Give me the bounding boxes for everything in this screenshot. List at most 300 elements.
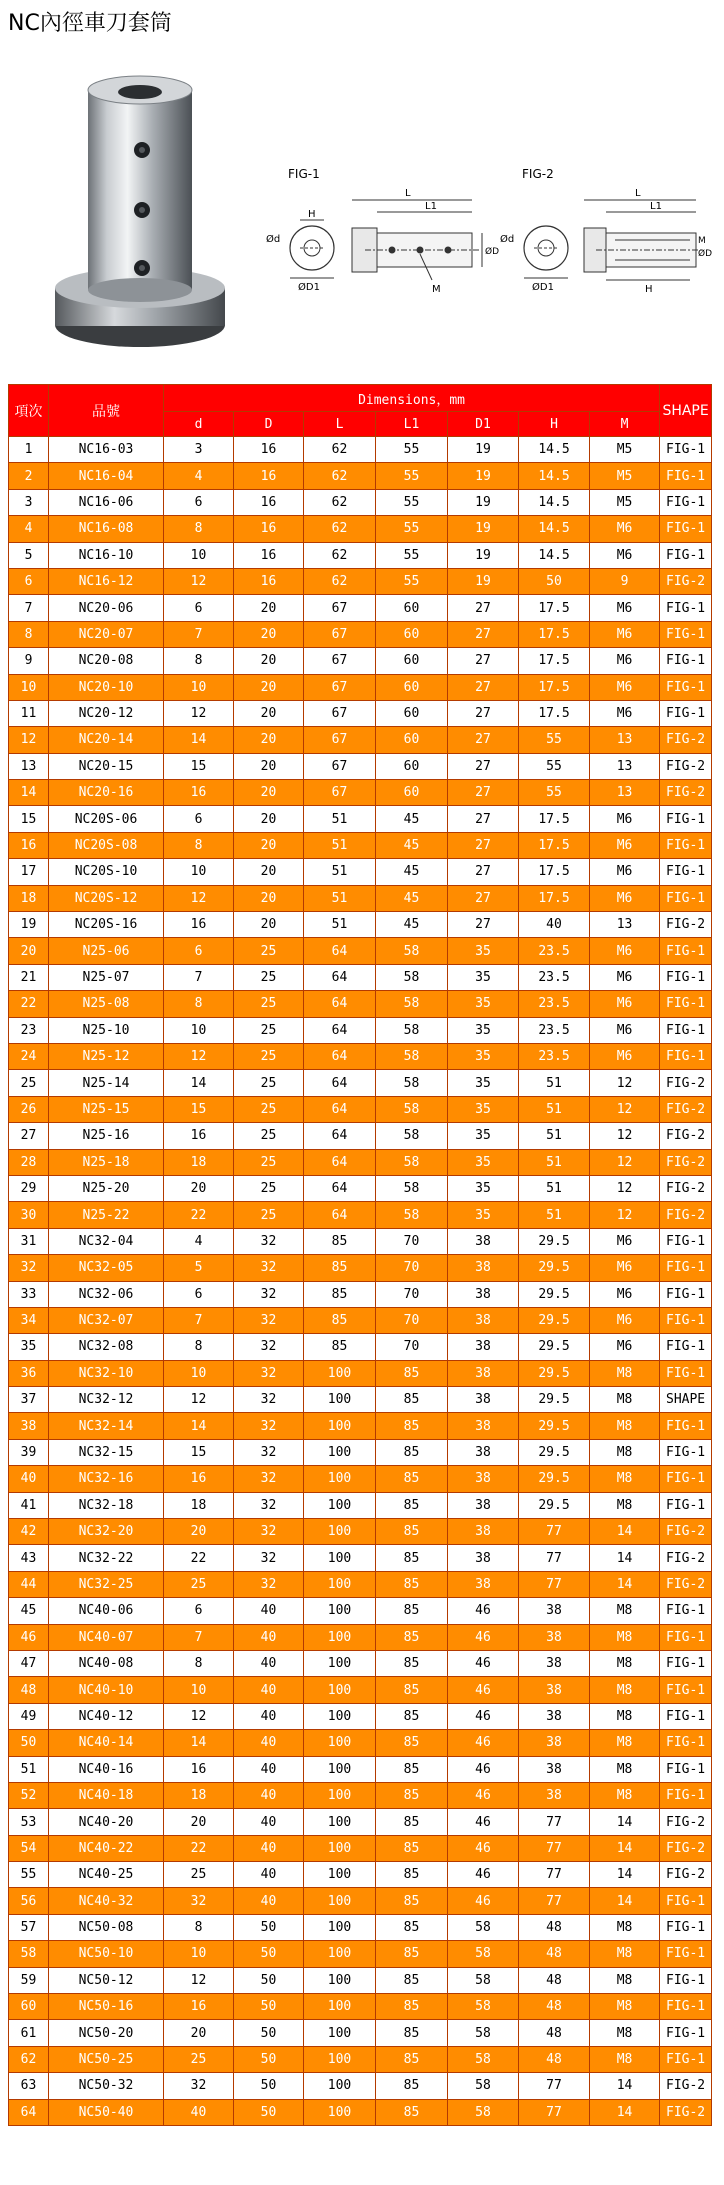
cell-H: 17.5 <box>519 595 590 621</box>
cell-H: 77 <box>519 1545 590 1571</box>
table-row <box>9 621 712 647</box>
col-header-shape: SHAPE <box>660 385 712 437</box>
cell-model: NC40-12 <box>49 1703 164 1729</box>
cell-D1: 58 <box>448 1941 519 1967</box>
cell-index: 6 <box>9 568 49 594</box>
cell-H: 77 <box>519 1835 590 1861</box>
cell-d: 8 <box>164 648 234 674</box>
cell-index: 24 <box>9 1043 49 1069</box>
cell-D1: 35 <box>448 964 519 990</box>
cell-d: 12 <box>164 1387 234 1413</box>
cell-index: 64 <box>9 2099 49 2125</box>
cell-D1: 35 <box>448 1123 519 1149</box>
cell-index: 44 <box>9 1571 49 1597</box>
cell-D1: 27 <box>448 832 519 858</box>
table-row <box>9 753 712 779</box>
cell-shape: FIG-1 <box>660 2046 712 2072</box>
cell-model: NC40-20 <box>49 1809 164 1835</box>
cell-H: 77 <box>519 1888 590 1914</box>
cell-d: 10 <box>164 1360 234 1386</box>
cell-L: 100 <box>304 1624 376 1650</box>
cell-D: 25 <box>234 1123 304 1149</box>
cell-M: M8 <box>590 1914 660 1940</box>
cell-L: 100 <box>304 1888 376 1914</box>
cell-H: 17.5 <box>519 885 590 911</box>
cell-L1: 85 <box>376 1809 448 1835</box>
cell-H: 29.5 <box>519 1281 590 1307</box>
cell-H: 38 <box>519 1782 590 1808</box>
cell-L: 64 <box>304 1017 376 1043</box>
cell-shape: FIG-1 <box>660 991 712 1017</box>
cell-model: NC20S-10 <box>49 859 164 885</box>
cell-D1: 19 <box>448 489 519 515</box>
cell-L: 62 <box>304 437 376 463</box>
table-row <box>9 912 712 938</box>
cell-L1: 85 <box>376 1598 448 1624</box>
cell-L: 64 <box>304 1175 376 1201</box>
cell-model: N25-07 <box>49 964 164 990</box>
cell-L1: 55 <box>376 463 448 489</box>
cell-L: 51 <box>304 885 376 911</box>
cell-L: 100 <box>304 1360 376 1386</box>
table-row <box>9 437 712 463</box>
table-row <box>9 1650 712 1676</box>
cell-H: 51 <box>519 1202 590 1228</box>
table-row <box>9 1228 712 1254</box>
cell-M: M5 <box>590 463 660 489</box>
cell-M: M6 <box>590 1281 660 1307</box>
cell-model: N25-18 <box>49 1149 164 1175</box>
cell-H: 38 <box>519 1703 590 1729</box>
cell-M: M6 <box>590 621 660 647</box>
cell-L: 100 <box>304 1519 376 1545</box>
cell-H: 48 <box>519 1914 590 1940</box>
cell-index: 8 <box>9 621 49 647</box>
cell-index: 32 <box>9 1255 49 1281</box>
col-header-d: d <box>164 412 234 437</box>
cell-L: 64 <box>304 1070 376 1096</box>
cell-L: 51 <box>304 859 376 885</box>
cell-model: NC50-12 <box>49 1967 164 1993</box>
table-row <box>9 1835 712 1861</box>
cell-L: 51 <box>304 806 376 832</box>
cell-M: M8 <box>590 1360 660 1386</box>
fig1-dim-d: Ød <box>266 234 281 245</box>
table-row <box>9 516 712 542</box>
cell-index: 45 <box>9 1598 49 1624</box>
cell-M: 13 <box>590 780 660 806</box>
cell-D: 32 <box>234 1281 304 1307</box>
cell-model: NC20-07 <box>49 621 164 647</box>
cell-L1: 85 <box>376 1492 448 1518</box>
cell-D: 25 <box>234 1202 304 1228</box>
cell-model: NC40-10 <box>49 1677 164 1703</box>
cell-H: 14.5 <box>519 463 590 489</box>
cell-model: NC16-08 <box>49 516 164 542</box>
cell-D1: 58 <box>448 2046 519 2072</box>
cell-model: NC40-06 <box>49 1598 164 1624</box>
cell-M: M6 <box>590 1307 660 1333</box>
cell-H: 77 <box>519 1571 590 1597</box>
cell-index: 38 <box>9 1413 49 1439</box>
cell-L1: 85 <box>376 2099 448 2125</box>
cell-D: 40 <box>234 1703 304 1729</box>
cell-model: NC40-07 <box>49 1624 164 1650</box>
cell-M: 14 <box>590 1888 660 1914</box>
table-row <box>9 1255 712 1281</box>
cell-d: 8 <box>164 991 234 1017</box>
cell-model: NC20-16 <box>49 780 164 806</box>
cell-shape: FIG-1 <box>660 1914 712 1940</box>
cell-model: NC20S-06 <box>49 806 164 832</box>
cell-D: 16 <box>234 437 304 463</box>
cell-model: NC16-12 <box>49 568 164 594</box>
cell-L1: 85 <box>376 1624 448 1650</box>
cell-index: 3 <box>9 489 49 515</box>
spec-table <box>8 384 712 2126</box>
fig2-dim-D: ØD <box>698 249 713 259</box>
cell-M: 14 <box>590 1545 660 1571</box>
fig1-dim-l1: L1 <box>425 201 437 212</box>
cell-model: NC40-25 <box>49 1862 164 1888</box>
cell-index: 55 <box>9 1862 49 1888</box>
cell-L: 67 <box>304 674 376 700</box>
cell-model: NC20-14 <box>49 727 164 753</box>
cell-L1: 55 <box>376 568 448 594</box>
cell-d: 32 <box>164 2073 234 2099</box>
cell-L1: 55 <box>376 542 448 568</box>
cell-L: 67 <box>304 595 376 621</box>
cell-D1: 46 <box>448 1756 519 1782</box>
cell-index: 54 <box>9 1835 49 1861</box>
cell-L: 64 <box>304 1123 376 1149</box>
cell-model: NC20-12 <box>49 700 164 726</box>
cell-shape: FIG-1 <box>660 1228 712 1254</box>
cell-M: M6 <box>590 806 660 832</box>
cell-D1: 27 <box>448 621 519 647</box>
cell-D1: 27 <box>448 859 519 885</box>
cell-d: 6 <box>164 1598 234 1624</box>
fig2-label: FIG-2 <box>522 167 554 181</box>
table-row <box>9 542 712 568</box>
cell-index: 19 <box>9 912 49 938</box>
cell-M: 12 <box>590 1096 660 1122</box>
cell-H: 48 <box>519 1994 590 2020</box>
cell-H: 48 <box>519 1941 590 1967</box>
cell-shape: FIG-1 <box>660 1888 712 1914</box>
cell-shape: FIG-1 <box>660 1043 712 1069</box>
cell-M: 13 <box>590 727 660 753</box>
cell-L: 64 <box>304 991 376 1017</box>
cell-shape: FIG-1 <box>660 1255 712 1281</box>
cell-shape: FIG-1 <box>660 885 712 911</box>
cell-d: 10 <box>164 542 234 568</box>
cell-H: 17.5 <box>519 621 590 647</box>
cell-index: 51 <box>9 1756 49 1782</box>
cell-L: 85 <box>304 1307 376 1333</box>
cell-D: 32 <box>234 1334 304 1360</box>
cell-D1: 27 <box>448 727 519 753</box>
cell-d: 10 <box>164 1017 234 1043</box>
cell-L: 100 <box>304 1994 376 2020</box>
cell-model: NC20-08 <box>49 648 164 674</box>
table-row <box>9 1967 712 1993</box>
cell-L1: 55 <box>376 489 448 515</box>
cell-H: 17.5 <box>519 674 590 700</box>
cell-d: 12 <box>164 1043 234 1069</box>
cell-M: M8 <box>590 1492 660 1518</box>
fig2-dim-l: L <box>635 188 641 199</box>
cell-M: M8 <box>590 1994 660 2020</box>
cell-H: 48 <box>519 2020 590 2046</box>
cell-D1: 38 <box>448 1492 519 1518</box>
cell-shape: FIG-1 <box>660 516 712 542</box>
cell-L1: 85 <box>376 1650 448 1676</box>
fig2-dim-h: H <box>645 284 653 295</box>
cell-D1: 19 <box>448 516 519 542</box>
table-row <box>9 1782 712 1808</box>
cell-shape: FIG-1 <box>660 1017 712 1043</box>
cell-shape: FIG-1 <box>660 1782 712 1808</box>
cell-M: M6 <box>590 1043 660 1069</box>
cell-H: 23.5 <box>519 938 590 964</box>
col-header-D1: D1 <box>448 412 519 437</box>
page-title: NC內徑車刀套筒 <box>8 11 172 36</box>
cell-d: 10 <box>164 859 234 885</box>
cell-D1: 27 <box>448 648 519 674</box>
fig1-dim-m: M <box>432 284 441 295</box>
cell-M: 14 <box>590 2073 660 2099</box>
cell-D: 20 <box>234 912 304 938</box>
cell-H: 29.5 <box>519 1492 590 1518</box>
cell-index: 36 <box>9 1360 49 1386</box>
table-row <box>9 568 712 594</box>
product-figures <box>0 40 724 380</box>
cell-L1: 85 <box>376 2073 448 2099</box>
cell-index: 9 <box>9 648 49 674</box>
cell-model: NC16-06 <box>49 489 164 515</box>
cell-model: NC32-16 <box>49 1466 164 1492</box>
cell-d: 7 <box>164 621 234 647</box>
cell-M: M8 <box>590 2046 660 2072</box>
cell-d: 6 <box>164 489 234 515</box>
cell-H: 17.5 <box>519 806 590 832</box>
cell-L1: 58 <box>376 1070 448 1096</box>
cell-L1: 55 <box>376 516 448 542</box>
col-header-index: 項次 <box>9 385 49 437</box>
cell-d: 12 <box>164 568 234 594</box>
cell-D: 32 <box>234 1545 304 1571</box>
cell-d: 18 <box>164 1149 234 1175</box>
cell-d: 6 <box>164 595 234 621</box>
cell-D1: 46 <box>448 1650 519 1676</box>
cell-index: 2 <box>9 463 49 489</box>
cell-d: 20 <box>164 1175 234 1201</box>
cell-shape: FIG-1 <box>660 674 712 700</box>
cell-L1: 85 <box>376 1360 448 1386</box>
table-row <box>9 1914 712 1940</box>
cell-model: N25-10 <box>49 1017 164 1043</box>
cell-L: 100 <box>304 1782 376 1808</box>
cell-shape: FIG-1 <box>660 1334 712 1360</box>
cell-M: 13 <box>590 753 660 779</box>
cell-H: 48 <box>519 1967 590 1993</box>
cell-index: 33 <box>9 1281 49 1307</box>
cell-H: 29.5 <box>519 1334 590 1360</box>
cell-L1: 58 <box>376 1017 448 1043</box>
cell-M: M6 <box>590 1017 660 1043</box>
table-row <box>9 1413 712 1439</box>
cell-d: 20 <box>164 1519 234 1545</box>
cell-M: 14 <box>590 1571 660 1597</box>
cell-L: 100 <box>304 2020 376 2046</box>
cell-H: 55 <box>519 727 590 753</box>
cell-H: 14.5 <box>519 489 590 515</box>
cell-d: 40 <box>164 2099 234 2125</box>
cell-d: 14 <box>164 1730 234 1756</box>
cell-shape: FIG-1 <box>660 1756 712 1782</box>
cell-d: 8 <box>164 1914 234 1940</box>
cell-shape: FIG-2 <box>660 568 712 594</box>
cell-model: NC40-16 <box>49 1756 164 1782</box>
cell-L1: 45 <box>376 885 448 911</box>
cell-H: 23.5 <box>519 1043 590 1069</box>
cell-L1: 85 <box>376 1756 448 1782</box>
cell-L1: 45 <box>376 912 448 938</box>
cell-D: 20 <box>234 806 304 832</box>
cell-d: 20 <box>164 1809 234 1835</box>
cell-L: 100 <box>304 1730 376 1756</box>
table-row <box>9 1994 712 2020</box>
cell-H: 29.5 <box>519 1413 590 1439</box>
cell-shape: FIG-1 <box>660 1994 712 2020</box>
cell-D: 25 <box>234 1043 304 1069</box>
table-row <box>9 1677 712 1703</box>
cell-index: 20 <box>9 938 49 964</box>
cell-index: 15 <box>9 806 49 832</box>
cell-L1: 85 <box>376 1994 448 2020</box>
cell-model: NC32-08 <box>49 1334 164 1360</box>
cell-d: 10 <box>164 674 234 700</box>
cell-index: 35 <box>9 1334 49 1360</box>
cell-D1: 38 <box>448 1466 519 1492</box>
cell-D1: 46 <box>448 1809 519 1835</box>
cell-D1: 27 <box>448 595 519 621</box>
cell-D1: 46 <box>448 1888 519 1914</box>
cell-index: 62 <box>9 2046 49 2072</box>
table-row <box>9 595 712 621</box>
cell-D: 50 <box>234 2020 304 2046</box>
cell-D1: 27 <box>448 806 519 832</box>
cell-model: NC32-10 <box>49 1360 164 1386</box>
cell-d: 16 <box>164 1123 234 1149</box>
cell-H: 14.5 <box>519 516 590 542</box>
cell-index: 22 <box>9 991 49 1017</box>
cell-M: M8 <box>590 1967 660 1993</box>
cell-H: 48 <box>519 2046 590 2072</box>
cell-D1: 58 <box>448 2020 519 2046</box>
cell-D1: 38 <box>448 1360 519 1386</box>
cell-model: NC40-18 <box>49 1782 164 1808</box>
cell-d: 16 <box>164 1466 234 1492</box>
cell-D: 20 <box>234 621 304 647</box>
cell-index: 31 <box>9 1228 49 1254</box>
cell-index: 52 <box>9 1782 49 1808</box>
cell-shape: FIG-1 <box>660 1360 712 1386</box>
cell-index: 43 <box>9 1545 49 1571</box>
cell-M: M6 <box>590 542 660 568</box>
cell-model: NC40-14 <box>49 1730 164 1756</box>
table-row <box>9 806 712 832</box>
table-row <box>9 648 712 674</box>
cell-model: NC32-06 <box>49 1281 164 1307</box>
cell-L: 100 <box>304 1598 376 1624</box>
table-row <box>9 1571 712 1597</box>
cell-D: 25 <box>234 964 304 990</box>
cell-shape: FIG-2 <box>660 2099 712 2125</box>
cell-model: NC50-10 <box>49 1941 164 1967</box>
cell-M: M8 <box>590 1730 660 1756</box>
cell-D1: 27 <box>448 753 519 779</box>
cell-index: 49 <box>9 1703 49 1729</box>
cell-H: 38 <box>519 1598 590 1624</box>
cell-D1: 19 <box>448 463 519 489</box>
cell-model: NC50-25 <box>49 2046 164 2072</box>
cell-D: 32 <box>234 1255 304 1281</box>
table-row <box>9 1756 712 1782</box>
cell-H: 77 <box>519 2073 590 2099</box>
cell-L1: 60 <box>376 700 448 726</box>
cell-d: 12 <box>164 885 234 911</box>
cell-M: M8 <box>590 1413 660 1439</box>
cell-L: 62 <box>304 542 376 568</box>
cell-M: 14 <box>590 2099 660 2125</box>
cell-H: 23.5 <box>519 964 590 990</box>
spec-table-body <box>9 437 712 2126</box>
cell-index: 1 <box>9 437 49 463</box>
cell-shape: FIG-2 <box>660 1123 712 1149</box>
cell-D1: 38 <box>448 1255 519 1281</box>
cell-shape: FIG-1 <box>660 859 712 885</box>
table-row <box>9 1624 712 1650</box>
cell-D: 40 <box>234 1835 304 1861</box>
cell-D: 32 <box>234 1387 304 1413</box>
col-header-M: M <box>590 412 660 437</box>
cell-L1: 85 <box>376 1413 448 1439</box>
cell-d: 6 <box>164 806 234 832</box>
cell-d: 14 <box>164 1070 234 1096</box>
cell-D: 20 <box>234 885 304 911</box>
cell-shape: FIG-1 <box>660 1730 712 1756</box>
cell-index: 41 <box>9 1492 49 1518</box>
cell-index: 53 <box>9 1809 49 1835</box>
cell-model: NC32-18 <box>49 1492 164 1518</box>
cell-D: 20 <box>234 753 304 779</box>
cell-d: 8 <box>164 1334 234 1360</box>
cell-d: 25 <box>164 2046 234 2072</box>
cell-H: 77 <box>519 1519 590 1545</box>
cell-D: 40 <box>234 1650 304 1676</box>
cell-d: 14 <box>164 1413 234 1439</box>
fig2-drawing <box>500 167 712 295</box>
col-header-model: 品號 <box>49 385 164 437</box>
cell-model: NC40-22 <box>49 1835 164 1861</box>
cell-index: 63 <box>9 2073 49 2099</box>
cell-D: 16 <box>234 516 304 542</box>
cell-M: M5 <box>590 437 660 463</box>
cell-D1: 38 <box>448 1519 519 1545</box>
cell-L: 100 <box>304 2099 376 2125</box>
